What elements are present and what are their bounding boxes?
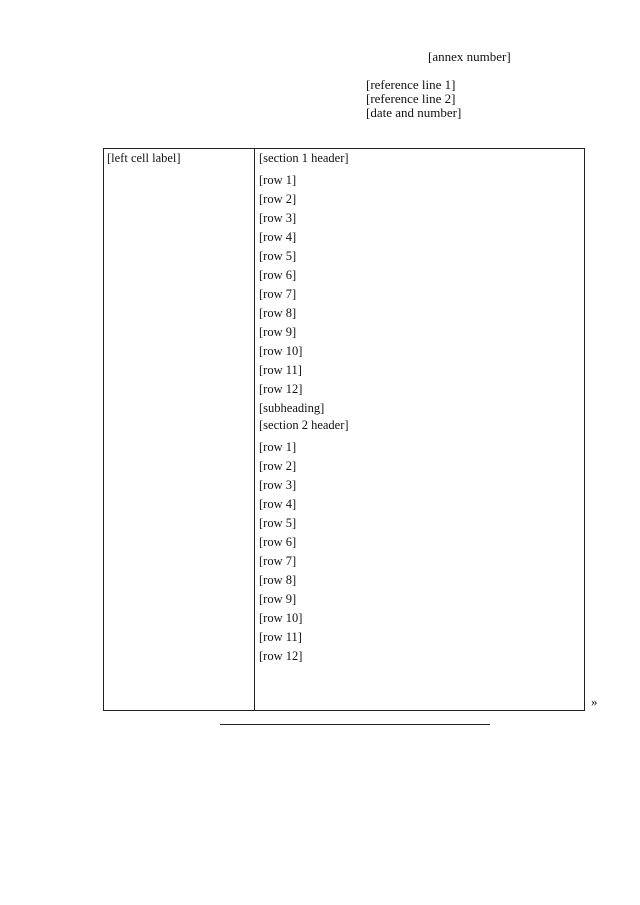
table-row: [row 6]	[259, 535, 297, 549]
table-row: [row 10]	[259, 344, 303, 358]
table-row: [row 4]	[259, 497, 297, 511]
table-row: [row 7]	[259, 554, 297, 568]
table-row: [row 11]	[259, 363, 302, 377]
table-row: [row 1]	[259, 173, 297, 187]
table-row: [row 3]	[259, 478, 297, 492]
section-header: [section 1 header]	[259, 151, 349, 165]
annex-line: [reference line 1]	[366, 77, 456, 92]
table-row: [row 8]	[259, 306, 297, 320]
table-row: [row 9]	[259, 325, 297, 339]
closing-quote-mark: »	[591, 694, 598, 709]
table-row: [row 12]	[259, 382, 303, 396]
table-row: [row 2]	[259, 459, 297, 473]
annex-line: [date and number]	[366, 105, 462, 120]
table-row: [row 3]	[259, 211, 297, 225]
section-rows	[259, 438, 581, 666]
table-row: [row 1]	[259, 440, 297, 454]
table-row: [row 12]	[259, 649, 303, 663]
table-row: [row 5]	[259, 249, 297, 263]
table-row: [row 7]	[259, 287, 297, 301]
subheading: [subheading]	[259, 401, 325, 415]
table-row: [row 9]	[259, 592, 297, 606]
footer-rule	[220, 724, 490, 725]
table-left-cell: [left cell label]	[107, 151, 181, 165]
table-right-cell	[259, 151, 581, 666]
table-row: [row 11]	[259, 630, 302, 644]
section-header: [section 2 header]	[259, 418, 349, 432]
annex-title: [annex number]	[428, 49, 511, 64]
table-column-divider	[254, 148, 255, 711]
table-row: [row 6]	[259, 268, 297, 282]
table-row: [row 2]	[259, 192, 297, 206]
annex-line: [reference line 2]	[366, 91, 456, 106]
section-rows	[259, 171, 581, 399]
table-row: [row 10]	[259, 611, 303, 625]
table-row: [row 5]	[259, 516, 297, 530]
table-row: [row 8]	[259, 573, 297, 587]
table-row: [row 4]	[259, 230, 297, 244]
annex-heading	[366, 50, 626, 120]
